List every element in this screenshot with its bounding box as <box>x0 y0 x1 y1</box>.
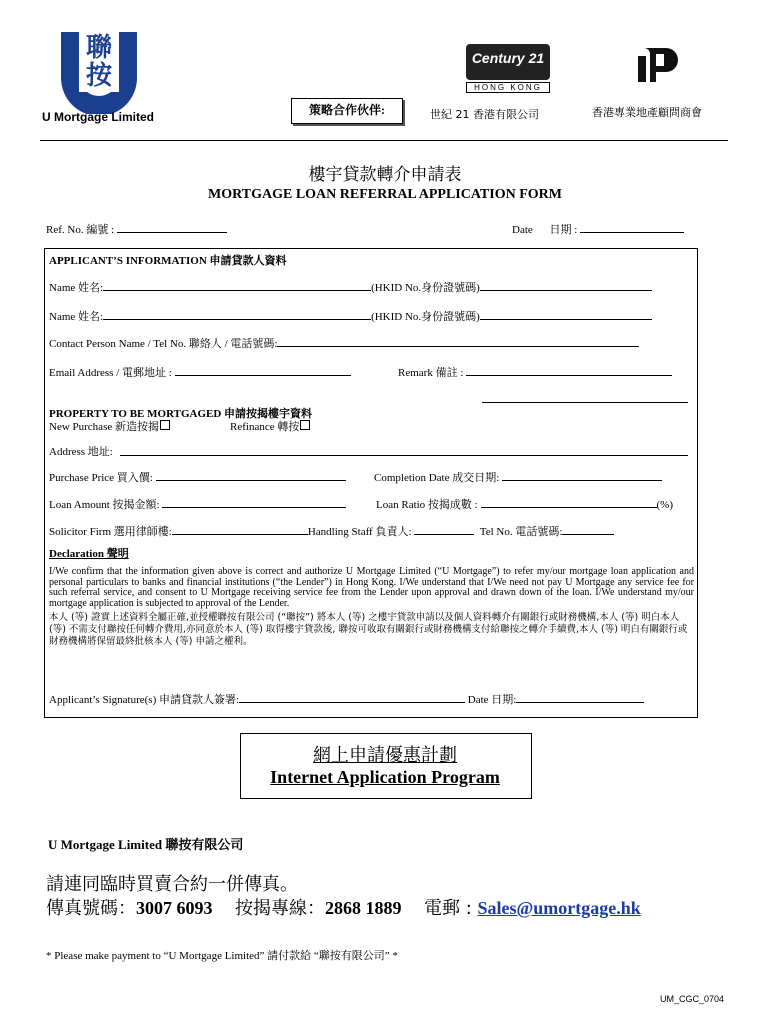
refinance-option[interactable] <box>230 418 310 434</box>
partners-label: 策略合作伙伴: <box>291 98 403 124</box>
email-contact-label: 電郵 : <box>424 898 478 919</box>
partner1-name: 世紀 21 香港有限公司 <box>430 108 539 121</box>
purchase-price-input[interactable] <box>156 469 346 481</box>
address-input[interactable] <box>120 444 688 456</box>
date-label: Date <box>512 224 533 236</box>
tel-input[interactable] <box>562 523 614 535</box>
signature-input[interactable] <box>239 691 465 703</box>
declaration-heading: Declaration 聲明 <box>49 548 129 560</box>
ref-no-line[interactable] <box>117 221 227 233</box>
u-mortgage-logo <box>57 28 141 114</box>
fax-note: 請連同臨時買賣合約一併傳真。 <box>46 874 298 895</box>
remark-row <box>398 364 672 380</box>
completion-label: Completion Date 成交日期: <box>374 472 500 484</box>
declaration-chinese: 本人 (等) 證實上述資料全屬正確,並授權聯按有限公司 (“聯按”) 將本人 (等) 之樓宇貸款申請以及個人資料轉介有關銀行或財務機構,本人 (等) 明白本人 (等) 不需支付聯按任何轉介費用,亦同意於本人 (等) 取得樓宇貸款後, 聯按可收取有關銀行或財務機構支付給聯按之轉介手續費,本人 (等) 明白有關銀行或財務機構將保留最終批核本人 (等) 申請之權利。 <box>49 612 688 647</box>
email-row <box>49 364 351 380</box>
hkid2-label: (HKID No.身份證號碼) <box>371 311 480 323</box>
address-row <box>49 443 113 459</box>
new-purchase-label: New Purchase 新造按揭 <box>49 421 159 433</box>
date-line[interactable] <box>580 221 684 233</box>
payment-note: * Please make payment to “U Mortgage Limited” 請付款給 “聯按有限公司” * <box>46 950 398 962</box>
logo-chinese: 聯按 <box>85 33 112 91</box>
refinance-checkbox[interactable] <box>300 420 310 430</box>
loan-ratio-label: Loan Ratio 按揭成數 : <box>376 499 478 511</box>
remark-label: Remark 備註 : <box>398 367 464 379</box>
remark-extra-line[interactable] <box>482 392 688 403</box>
contact-line <box>46 894 641 920</box>
name2-label: Name 姓名: <box>49 311 104 323</box>
hkid1-label: (HKID No.身份證號碼) <box>371 282 480 294</box>
percent-label: (%) <box>656 499 673 511</box>
hotline-number: 2868 1889 <box>325 898 402 918</box>
century21-logo <box>466 44 550 92</box>
handling-input[interactable] <box>414 523 474 535</box>
name2-row <box>49 308 689 324</box>
applicant-heading: APPLICANT’S INFORMATION 申請貸款人資料 <box>49 255 287 267</box>
new-purchase-checkbox[interactable] <box>160 420 170 430</box>
purchase-price-row <box>49 469 346 485</box>
date-label-cn: 日期 : <box>549 224 578 236</box>
email-input[interactable] <box>175 364 351 376</box>
refinance-label: Refinance 轉按 <box>230 421 300 433</box>
email-label: Email Address / 電郵地址 : <box>49 367 172 379</box>
name1-label: Name 姓名: <box>49 282 104 294</box>
signature-date-label: Date 日期: <box>467 694 517 706</box>
new-purchase-option[interactable] <box>49 418 170 434</box>
loan-ratio-input[interactable] <box>481 496 657 508</box>
contact-label: Contact Person Name / Tel No. 聯絡人 / 電話號碼: <box>49 338 278 350</box>
completion-input[interactable] <box>502 469 662 481</box>
handling-label: Handling Staff 負責人: <box>307 526 412 538</box>
program-english: Internet Application Program <box>270 767 500 787</box>
hotline-label: 按揭專線： <box>235 898 325 919</box>
loan-ratio-row <box>376 496 673 512</box>
title-chinese: 樓宇貸款轉介申請表 <box>308 165 462 185</box>
name2-input[interactable] <box>103 308 371 320</box>
purchase-price-label: Purchase Price 買入價: <box>49 472 153 484</box>
loan-amount-input[interactable] <box>162 496 346 508</box>
company-name: U Mortgage Limited 聯按有限公司 <box>48 837 244 852</box>
title-english: MORTGAGE LOAN REFERRAL APPLICATION FORM <box>208 187 562 202</box>
solicitor-row <box>49 523 694 539</box>
hkid2-input[interactable] <box>480 308 652 320</box>
date-field[interactable] <box>512 221 684 237</box>
loan-amount-row <box>49 496 346 512</box>
solicitor-input[interactable] <box>172 523 308 535</box>
fax-label: 傳真號碼： <box>46 898 136 919</box>
hkid1-input[interactable] <box>480 279 652 291</box>
loan-amount-label: Loan Amount 按揭金額: <box>49 499 160 511</box>
tel-label: Tel No. 電話號碼: <box>479 526 563 538</box>
address-label: Address 地址: <box>49 446 113 458</box>
ref-no-label: Ref. No. 編號 : <box>46 224 115 236</box>
header-divider <box>40 140 728 141</box>
signature-row <box>49 691 644 707</box>
property-heading: PROPERTY TO BE MORTGAGED 申請按揭樓宇資料 <box>49 408 313 420</box>
remark-input[interactable] <box>466 364 672 376</box>
contact-row <box>49 335 639 351</box>
email-link[interactable]: Sales@umortgage.hk <box>477 898 641 918</box>
signature-label: Applicant’s Signature(s) 申請貸款人簽署: <box>49 694 240 706</box>
century21-sub: HONG KONG <box>466 82 550 93</box>
solicitor-label: Solicitor Firm 選用律師樓: <box>49 526 172 538</box>
program-chinese: 網上申請優惠計劃 <box>313 745 457 766</box>
form-code: UM_CGC_0704 <box>660 994 725 1004</box>
partner2-name: 香港專業地產顧問商會 <box>592 106 702 119</box>
signature-date-input[interactable] <box>516 691 644 703</box>
fax-number: 3007 6093 <box>136 898 213 918</box>
century21-brand: Century 21 <box>471 50 545 66</box>
name1-input[interactable] <box>103 279 371 291</box>
logo-english: U Mortgage Limited <box>42 110 155 124</box>
declaration-english: I/We confirm that the information given above is correct and authorize U Mortgage Limited (“U Mortgage”) to refer my/our mortgage loan application and personal particulars to banks and financial institutions (“the Lender”) in Hong Kong. I/We understand that I/We need not pay U Mortgage any service fee for such referral service, and consent to U Mortgage receiving service fee from the Lender upon approval and drawn down of the loan. I/We understand my/our mortgage application is subjected to approval of the Lender. <box>49 566 694 609</box>
name1-row <box>49 279 689 295</box>
ref-no-field[interactable] <box>46 221 227 237</box>
contact-input[interactable] <box>277 335 639 347</box>
hkpca-logo-icon <box>632 42 682 86</box>
completion-row <box>374 469 662 485</box>
